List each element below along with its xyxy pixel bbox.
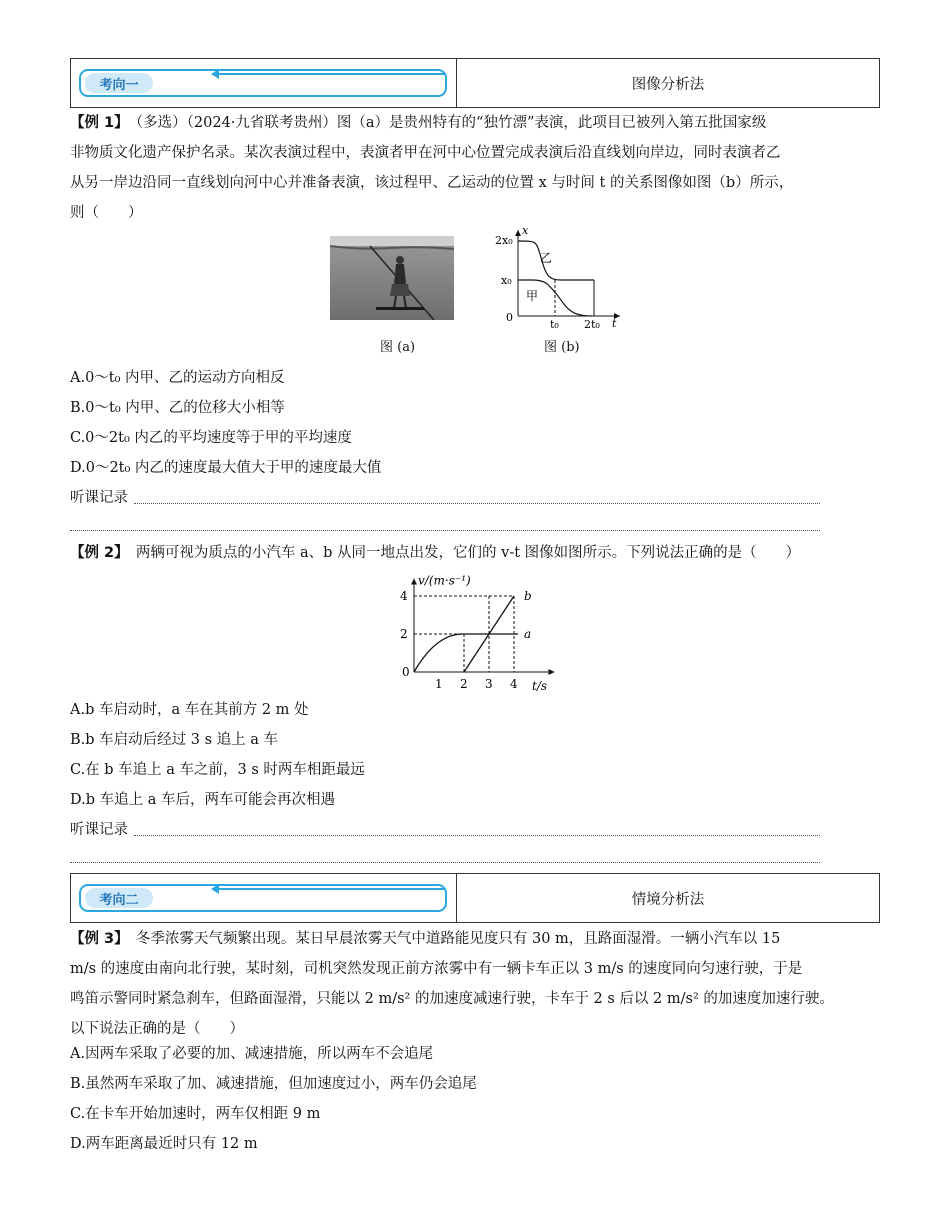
ex1-option-c[interactable]: C.0～2t₀ 内乙的平均速度等于甲的平均速度	[70, 430, 352, 446]
ex2-record-line-2[interactable]	[70, 862, 820, 863]
series-a-label: a	[524, 627, 532, 641]
ex3-option-d[interactable]: D.两车距离最近时只有 12 m	[70, 1136, 258, 1152]
graph-b-origin: 0	[506, 311, 513, 324]
section-title-2: 情境分析法	[631, 891, 705, 908]
arrow-line	[217, 73, 445, 75]
ex2-question	[70, 538, 882, 568]
ex3-question	[70, 924, 882, 1044]
ex1-option-a[interactable]: A.0～t₀ 内甲、乙的运动方向相反	[70, 370, 285, 386]
graph-b-t-label: t	[612, 317, 617, 330]
graph-b-jia: 甲	[526, 289, 539, 303]
ex1-line3: 从另一岸边沿同一直线划向河中心并准备表演，该过程甲、乙运动的位置 x 与时间 t 的关系图像如图（b）所示，	[70, 175, 794, 191]
ex3-line1: 冬季浓雾天气频繁出现。某日早晨浓雾天气中道路能见度只有 30 m，且路面湿滑。一辆小汽车以 15	[135, 931, 781, 947]
section-title: 图像分析法	[631, 76, 705, 93]
ex2-option-d[interactable]: D.b 车追上 a 车后，两车可能会再次相遇	[70, 792, 335, 808]
ex1-record-label: 听课记录	[70, 490, 128, 506]
section-badge: 考向一	[85, 73, 153, 93]
x-axis-arrow	[549, 669, 555, 675]
section-badge-box-2	[71, 874, 457, 922]
section-header-1	[70, 58, 880, 108]
photo-a-bamboo-rafting	[330, 236, 454, 320]
ex3-line4: 以下说法正确的是（ ）	[70, 1021, 244, 1037]
ex3-label: 【例 3】	[70, 931, 122, 947]
badge-pill	[79, 69, 447, 97]
caption-b: 图 (b)	[544, 340, 580, 355]
x-tick-label-1: 1	[435, 677, 443, 691]
graph-b-y2: 2x₀	[495, 234, 513, 247]
arrow-icon-2	[211, 884, 219, 894]
ex1-record-line-2[interactable]	[70, 530, 820, 531]
ex2-option-a[interactable]: A.b 车启动时，a 车在其前方 2 m 处	[70, 702, 309, 718]
arrow-line-2	[217, 888, 445, 890]
caption-a: 图 (a)	[380, 340, 416, 355]
ex2-record-line-1[interactable]	[134, 835, 820, 836]
x-tick-label-2: 2	[460, 677, 468, 691]
ex2-label: 【例 2】	[70, 545, 122, 561]
ex3-option-b[interactable]: B.虽然两车采取了加、减速措施，但加速度过小，两车仍会追尾	[70, 1076, 477, 1092]
graph-b-t1: t₀	[550, 318, 559, 331]
series-b-label: b	[524, 589, 532, 603]
ex3-line2: m/s 的速度由南向北行驶，某时刻，司机突然发现正前方浓雾中有一辆卡车正以 3 m/s 的速度同向匀速行驶，于是	[70, 961, 803, 977]
x-tick-label-4: 4	[510, 677, 518, 691]
ex1-record-line-1[interactable]	[134, 503, 820, 504]
y-axis-arrow	[411, 579, 417, 585]
vt-chart	[380, 572, 570, 694]
ex2-option-b[interactable]: B.b 车启动后经过 3 s 追上 a 车	[70, 732, 279, 748]
ex1-option-b[interactable]: B.0～t₀ 内甲、乙的位移大小相等	[70, 400, 285, 416]
graph-b-yi: 乙	[540, 251, 553, 265]
y-tick-label-2: 2	[400, 627, 408, 641]
ex2-record-label: 听课记录	[70, 822, 128, 838]
ex1-option-d[interactable]: D.0～2t₀ 内乙的速度最大值大于甲的速度最大值	[70, 460, 382, 476]
x-tick-label-0: 0	[402, 665, 410, 679]
ex2-option-c[interactable]: C.在 b 车追上 a 车之前，3 s 时两车相距最远	[70, 762, 365, 778]
ex1-line1: （多选）（2024·九省联考贵州）图（a）是贵州特有的“独竹漂”表演，此项目已被列入第五批国家级	[135, 115, 767, 131]
section-badge-box	[71, 59, 457, 107]
badge-pill-2	[79, 884, 447, 912]
x-tick-label-3: 3	[485, 677, 493, 691]
x-axis-label: t/s	[532, 679, 548, 693]
ex1-line4: 则（ ）	[70, 205, 143, 221]
series-a-line	[414, 634, 518, 672]
ex1-label: 【例 1】	[70, 115, 122, 131]
section-header-2	[70, 873, 880, 923]
ex3-line3: 鸣笛示警同时紧急刹车，但路面湿滑，只能以 2 m/s² 的加速度减速行驶，卡车于 2 s 后以 2 m/s² 的加速度加速行驶。	[70, 991, 834, 1007]
y-tick-label-4: 4	[400, 589, 408, 603]
ex2-text: 两辆可视为质点的小汽车 a、b 从同一地点出发，它们的 v-t 图像如图所示。下列说法正确的是（ ）	[135, 545, 801, 561]
section-badge-2: 考向二	[85, 888, 153, 908]
ex3-option-a[interactable]: A.因两车采取了必要的加、减速措施，所以两车不会追尾	[70, 1046, 434, 1062]
graph-b-x-label: x	[522, 224, 529, 237]
graph-b-y1: x₀	[501, 274, 512, 287]
ex1-question	[70, 108, 882, 228]
graph-b-x-t	[492, 224, 632, 336]
graph-b-t2: 2t₀	[584, 318, 600, 331]
curve-yi	[518, 241, 594, 280]
ex3-option-c[interactable]: C.在卡车开始加速时，两车仅相距 9 m	[70, 1106, 321, 1122]
y-axis-label: v/(m·s⁻¹)	[418, 573, 471, 588]
arrow-icon	[211, 69, 219, 79]
ex1-line2: 非物质文化遗产保护名录。某次表演过程中，表演者甲在河中心位置完成表演后沿直线划向岸边，同时表演者乙	[70, 145, 781, 161]
